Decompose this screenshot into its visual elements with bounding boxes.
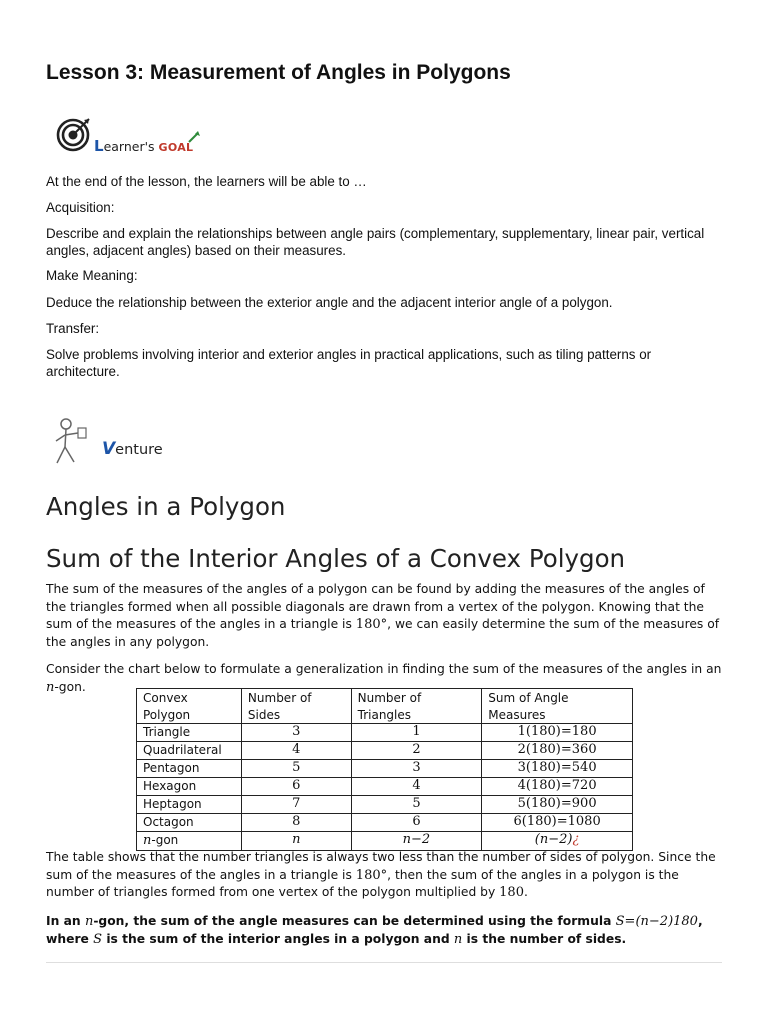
table-cell: 6: [241, 778, 351, 796]
table-header: Number of Triangles: [351, 689, 482, 724]
stick-figure-icon: [50, 417, 96, 467]
heading-sum-interior-angles: Sum of the Interior Angles of a Convex Polygon: [46, 544, 626, 573]
table-cell: (n−2)¿: [482, 832, 633, 851]
transfer-text: Solve problems involving interior and exterior angles in practical applications, such as tiling patterns or architecture.: [46, 347, 652, 379]
paragraph-triangle-sum: The sum of the measures of the angles of a polygon can be found by adding the measures of the angles of the triangles formed when all possible diagonals are drawn from a vertex of the polygon. Knowing that the sum of the measures of the angles in a triangle is 180°, we can easily determine the sum of the measures of the angles in any polygon.: [46, 582, 720, 649]
learners-goal-badge: [56, 116, 206, 158]
paragraph-formula: In an n-gon, the sum of the angle measures can be determined using the formula S=(n−2)180, where S is the sum of the interior angles in a polygon and n is the number of sides.: [46, 914, 703, 947]
venture-badge: [50, 417, 190, 467]
intro-text: At the end of the lesson, the learners will be able to …: [46, 174, 367, 189]
table-row: [137, 814, 633, 832]
table-cell: 3: [241, 724, 351, 742]
table-cell: 1(180)=180: [482, 724, 633, 742]
table-cell: 5(180)=900: [482, 796, 633, 814]
table-row: [137, 778, 633, 796]
table-header-row: [137, 689, 633, 724]
table-cell: 5: [241, 760, 351, 778]
learners-goal-label: Learner's GOAL: [94, 137, 194, 155]
table-cell: 4(180)=720: [482, 778, 633, 796]
table-cell: Heptagon: [137, 796, 242, 814]
venture-label: Venture: [102, 439, 163, 459]
table-cell: 4: [241, 742, 351, 760]
make-meaning-label: Make Meaning:: [46, 268, 138, 283]
acquisition-text: Describe and explain the relationships between angle pairs (complementary, supplementary, linear pair, vertical angles, adjacent angles) based on their measures.: [46, 226, 705, 258]
sum-formula: S=(n−2)180: [615, 914, 698, 929]
acquisition-label: Acquisition:: [46, 200, 115, 215]
table-cell: 2(180)=360: [482, 742, 633, 760]
table-cell: 7: [241, 796, 351, 814]
table-cell: 2: [351, 742, 482, 760]
table-row: [137, 724, 633, 742]
table-cell: 4: [351, 778, 482, 796]
table-cell: Pentagon: [137, 760, 242, 778]
table-cell: Quadrilateral: [137, 742, 242, 760]
table-cell: Octagon: [137, 814, 242, 832]
table-row: [137, 796, 633, 814]
make-meaning-text: Deduce the relationship between the exterior angle and the adjacent interior angle of a polygon.: [46, 295, 613, 310]
table-cell: n: [241, 832, 351, 851]
table-row: [137, 742, 633, 760]
table-cell: 5: [351, 796, 482, 814]
table-cell: 1: [351, 724, 482, 742]
table-cell: Triangle: [137, 724, 242, 742]
heading-angles-in-polygon: Angles in a Polygon: [46, 492, 286, 521]
table-cell: n−2: [351, 832, 482, 851]
table-header: Sum of Angle Measures: [482, 689, 633, 724]
table-cell: 6(180)=1080: [482, 814, 633, 832]
table-row: [137, 832, 633, 851]
polygon-angle-table: [136, 688, 633, 851]
table-row: [137, 760, 633, 778]
divider: [46, 962, 722, 963]
transfer-label: Transfer:: [46, 321, 100, 336]
table-cell: Hexagon: [137, 778, 242, 796]
table-cell: 3: [351, 760, 482, 778]
paragraph-table-conclusion: The table shows that the number triangles is always two less than the number of sides of polygon. Since the sum of the measures of the angles in a triangle is 180°, then the sum of the angles in a polygon is the number of triangles formed from one vertex of the polygon multiplied by 180.: [46, 850, 716, 901]
table-cell: 8: [241, 814, 351, 832]
table-cell: 6: [351, 814, 482, 832]
table-cell: n-gon: [137, 832, 242, 851]
dart-icon: [187, 130, 201, 144]
paragraph-consider-chart: Consider the chart below to formulate a generalization in finding the sum of the measures of the angles in an n-gon.: [46, 662, 722, 695]
table-header: Number of Sides: [241, 689, 351, 724]
table-cell: 3(180)=540: [482, 760, 633, 778]
target-icon: [56, 116, 92, 152]
page-title: Lesson 3: Measurement of Angles in Polygons: [46, 61, 511, 84]
table-header: Convex Polygon: [137, 689, 242, 724]
